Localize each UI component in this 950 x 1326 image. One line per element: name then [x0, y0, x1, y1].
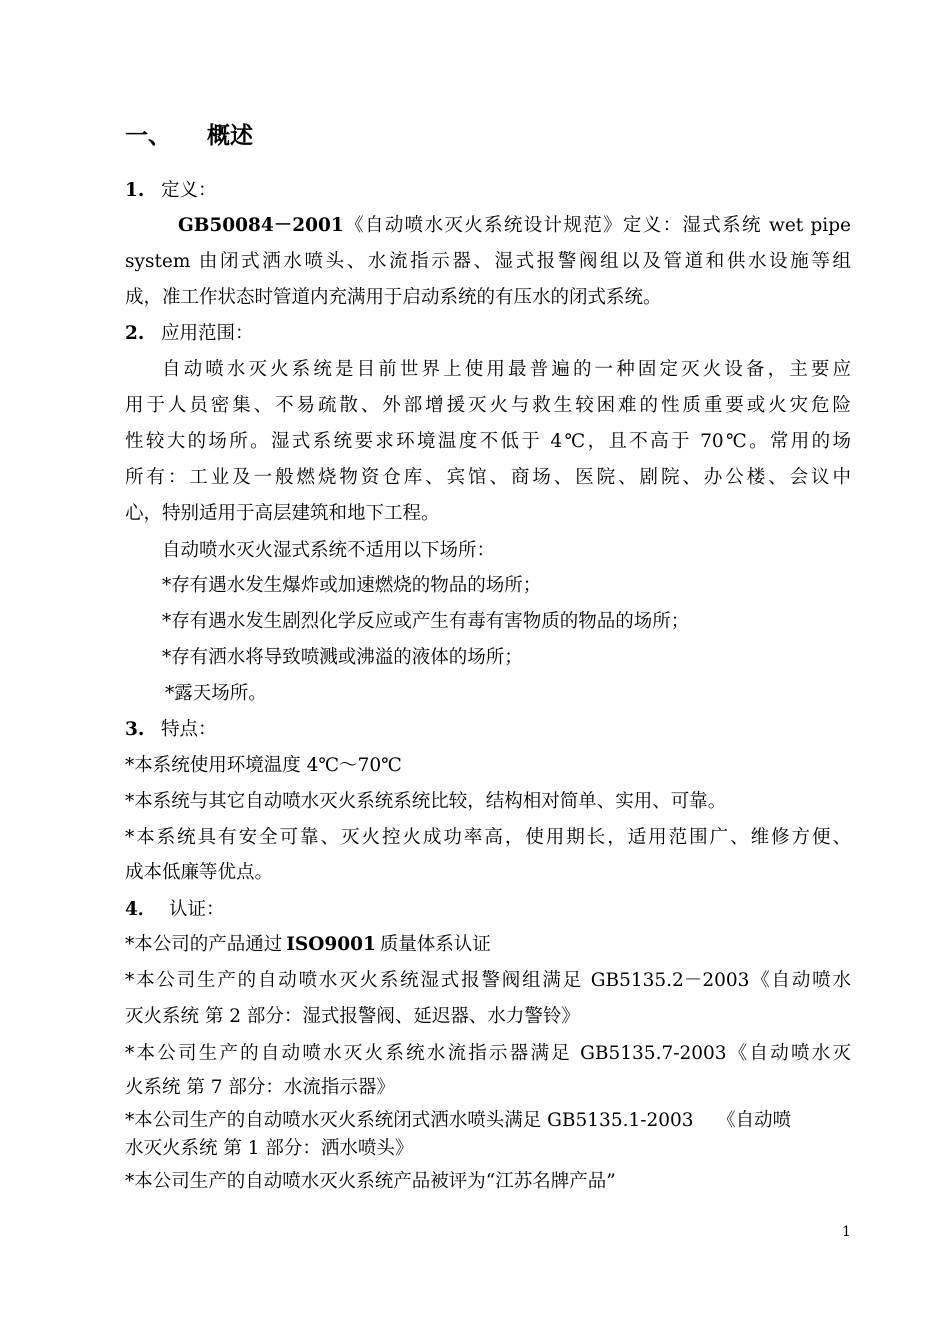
not-applicable-intro: 自动喷水灭火湿式系统不适用以下场所：	[162, 540, 496, 561]
section-3-heading	[125, 718, 851, 742]
section-2-label: 应用范围：	[161, 323, 254, 344]
certification-bullet: *本公司生产的自动喷水灭火系统闭式洒水喷头满足 GB5135.1-2003 《自动喷	[125, 1110, 792, 1131]
definition-line-3: 成，准工作状态时管道内充满用于启动系统的有压水的闭式系统。	[125, 287, 662, 308]
heading-title: 概述	[207, 122, 253, 149]
certification-bullet-continued: 水灭火系统 第 1 部分：洒水喷头》	[125, 1138, 414, 1159]
cert-iso-standard: ISO9001	[286, 934, 376, 955]
scope-paragraph-line: 心，特别适用于高层建筑和地下工程。	[125, 503, 440, 524]
feature-bullet-continued: 成本低廉等优点。	[125, 862, 274, 883]
standard-code: GB50084－2001	[178, 215, 344, 236]
section-1-heading	[125, 179, 851, 203]
bullet-item: *存有洒水将导致喷溅或沸溢的液体的场所；	[162, 647, 523, 668]
certification-bullet: *本公司生产的自动喷水灭火系统湿式报警阀组满足 GB5135.2－2003《自动喷水	[125, 970, 851, 991]
cert-iso-pre: *本公司的产品通过	[125, 934, 283, 955]
scope-paragraph-line: 性较大的场所。湿式系统要求环境温度不低于 4℃，且不高于 70℃。常用的场	[125, 431, 851, 452]
bullet-item: *露天场所。	[165, 683, 267, 704]
page-number: 1	[842, 1224, 851, 1240]
feature-bullet: *本系统具有安全可靠、灭火控火成功率高，使用期长，适用范围广、维修方便、	[125, 827, 851, 848]
heading-number: 一、	[125, 122, 171, 149]
section-3-number: 3.	[125, 719, 145, 740]
section-4-label: 认证：	[169, 899, 225, 920]
section-2-heading	[125, 322, 851, 346]
section-4-heading	[125, 898, 851, 922]
scope-paragraph-line: 自动喷水灭火系统是目前世界上使用最普遍的一种固定灭火设备，主要应	[162, 359, 851, 380]
section-1-number: 1.	[125, 180, 145, 201]
certification-bullet	[125, 933, 851, 957]
certification-bullet: *本公司生产的自动喷水灭火系统水流指示器满足 GB5135.7-2003《自动喷水灭	[125, 1043, 851, 1064]
definition-line-1-text: 《自动喷水灭火系统设计规范》定义：湿式系统 wet pipe	[343, 215, 851, 236]
feature-bullet: *本系统使用环境温度 4℃～70℃	[125, 755, 402, 776]
scope-paragraph-line: 所有：工业及一般燃烧物资仓库、宾馆、商场、医院、剧院、办公楼、会议中	[125, 467, 851, 488]
bullet-item: *存有遇水发生爆炸或加速燃烧的物品的场所；	[162, 575, 542, 596]
definition-line-2: system 由闭式洒水喷头、水流指示器、湿式报警阀组以及管道和供水设施等组	[125, 251, 851, 272]
section-2-number: 2.	[125, 323, 145, 344]
bullet-item: *存有遇水发生剧烈化学反应或产生有毒有害物质的物品的场所；	[162, 611, 690, 632]
certification-bullet-continued: 火系统 第 7 部分：水流指示器》	[125, 1077, 395, 1098]
cert-iso-post: 质量体系认证	[379, 934, 491, 955]
feature-bullet: *本系统与其它自动喷水灭火系统系统比较，结构相对简单、实用、可靠。	[125, 791, 727, 812]
section-heading	[125, 124, 851, 148]
section-4-number: 4．	[125, 899, 157, 920]
certification-bullet-continued: 灭火系统 第 2 部分：湿式报警阀、延迟器、水力警铃》	[125, 1006, 580, 1027]
section-1-label: 定义：	[161, 180, 217, 201]
section-3-label: 特点：	[161, 719, 217, 740]
scope-paragraph-line: 用于人员密集、不易疏散、外部增援灭火与救生较困难的性质重要或火灾危险	[125, 395, 851, 416]
definition-line-1	[178, 214, 851, 238]
certification-bullet: *本公司生产的自动喷水灭火系统产品被评为“江苏名牌产品”	[125, 1171, 616, 1192]
